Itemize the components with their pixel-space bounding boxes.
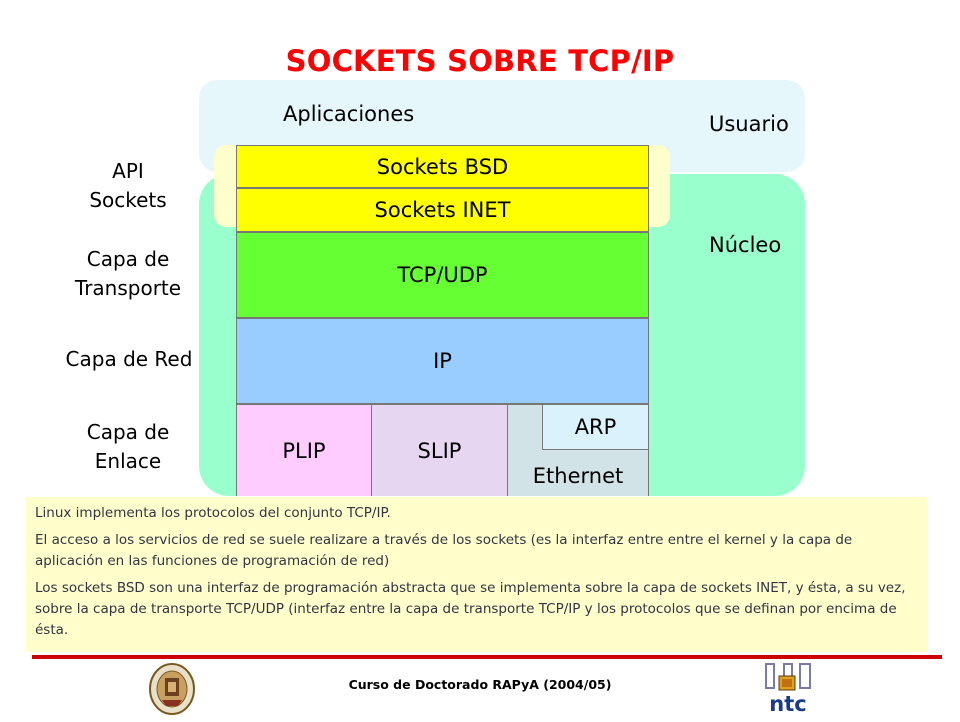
side-label-transport-line2: Transporte bbox=[74, 276, 182, 300]
footer-rule bbox=[32, 655, 942, 659]
slide-title: SOCKETS SOBRE TCP/IP bbox=[285, 44, 675, 78]
layer-tcp-udp: TCP/UDP bbox=[236, 232, 649, 318]
note-paragraph: El acceso a los servicios de red se suele realizare a través de los sockets (es la interfaz entre entre el kernel y la capa de aplicación en las funciones de programación de red) bbox=[35, 532, 853, 569]
layer-ethernet: Ethernet bbox=[507, 404, 649, 496]
layer-plip: PLIP bbox=[236, 404, 372, 496]
side-label-link-line1: Capa de bbox=[86, 420, 170, 444]
applications-label: Aplicaciones bbox=[283, 102, 415, 126]
side-label-api-line2: Sockets bbox=[89, 188, 167, 212]
layer-ip: IP bbox=[236, 318, 649, 404]
user-label: Usuario bbox=[709, 112, 789, 136]
notes-box bbox=[26, 497, 927, 652]
note-paragraph: Linux implementa los protocolos del conjunto TCP/IP. bbox=[35, 505, 391, 521]
side-label-transport-line1: Capa de bbox=[86, 247, 170, 271]
ntc-logo-text: ntc bbox=[769, 692, 807, 716]
side-label-link bbox=[66, 418, 190, 476]
kernel-label: Núcleo bbox=[709, 233, 782, 257]
ntc-logo bbox=[762, 662, 814, 718]
side-label-api-line1: API bbox=[112, 159, 144, 183]
footer-course-text: Curso de Doctorado RAPyA (2004/05) bbox=[348, 677, 612, 692]
side-label-network: Capa de Red bbox=[65, 347, 193, 371]
layer-sockets-inet: Sockets INET bbox=[236, 188, 649, 232]
layer-sockets-bsd: Sockets BSD bbox=[236, 145, 649, 188]
side-label-api bbox=[66, 157, 190, 215]
layer-arp: ARP bbox=[542, 404, 649, 450]
layer-slip: SLIP bbox=[371, 404, 508, 496]
side-label-link-line2: Enlace bbox=[94, 449, 162, 473]
note-paragraph: Los sockets BSD son una interfaz de programación abstracta que se implementa sobre la capa de sockets INET, y ésta, a su vez, sobre la capa de transporte TCP/UDP (interfaz entre la capa de transporte TCP/IP y los protocolos que se definan por encima de ésta. bbox=[35, 580, 906, 638]
side-label-transport bbox=[56, 245, 200, 303]
